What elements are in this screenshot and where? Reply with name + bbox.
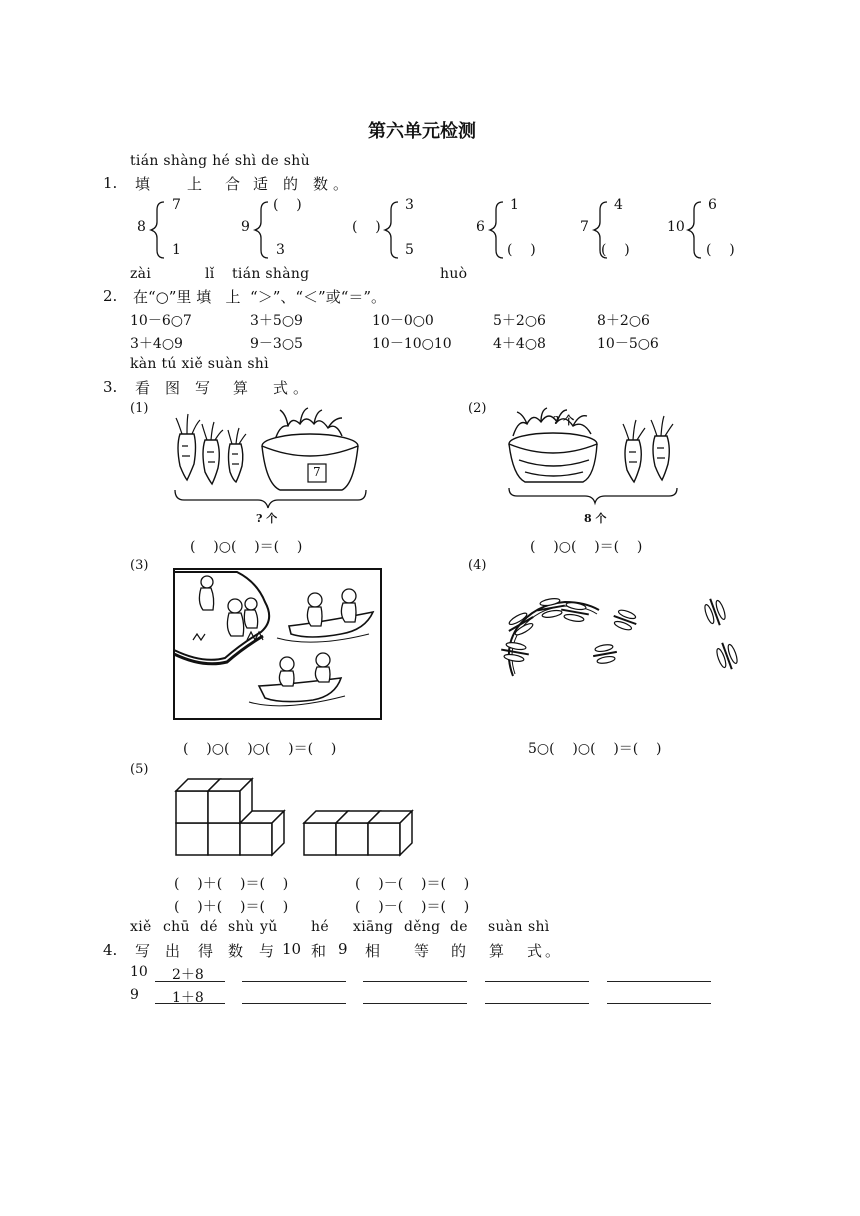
page-title: 第六单元检测 <box>368 121 476 142</box>
q2-pinyin-2: tián shàng <box>232 266 310 282</box>
q2-text: 在“○”里 填 上 “＞”、“＜”或“＝”。 <box>133 288 387 306</box>
q1-total-blank[interactable]: ( ) <box>352 219 381 235</box>
q2-compare[interactable]: 3＋5○9 <box>250 313 303 329</box>
q1-bottom-blank[interactable]: ( ) <box>706 242 735 258</box>
q1-top: 6 <box>708 197 717 213</box>
q1-text-6: 。 <box>333 175 349 193</box>
q4-text-7: 9 <box>338 940 348 958</box>
q4-text-6: 和 <box>311 942 327 960</box>
answer-line[interactable] <box>363 981 467 982</box>
q4-pinyin-2: dé <box>200 919 218 935</box>
answer-line[interactable] <box>242 981 346 982</box>
q4-pinyin-3: shù <box>228 919 255 935</box>
q1-bottom-blank[interactable]: ( ) <box>507 242 536 258</box>
q1-top: 7 <box>172 197 181 213</box>
q2-compare[interactable]: 9－3○5 <box>250 336 303 352</box>
q1-bottom: 5 <box>405 242 414 258</box>
q2-compare[interactable]: 3＋4○9 <box>130 336 183 352</box>
q3-p4-label: (4) <box>468 558 487 573</box>
q4-text-11: 算 <box>489 942 505 960</box>
q1-pinyin: tián shàng hé shì de shù <box>130 153 310 169</box>
q1-top-blank[interactable]: ( ) <box>273 197 302 213</box>
q3-p2-label: (2) <box>468 401 487 416</box>
basket-number: 7 <box>313 465 321 479</box>
q4-text-4: 与 <box>259 942 275 960</box>
q4-pinyin-5: hé <box>311 919 329 935</box>
q2-pinyin-3: huò <box>440 266 468 282</box>
q3-p1-equation[interactable]: ( )○( )＝( ) <box>190 539 303 555</box>
q4-text-9: 等 <box>414 942 430 960</box>
q3-number: 3. <box>103 378 118 396</box>
answer-line <box>155 981 225 982</box>
q1-top: 1 <box>510 197 519 213</box>
q4-text-10: 的 <box>451 942 467 960</box>
q3-text-4: 式 <box>273 379 289 397</box>
answer-line <box>155 1003 225 1004</box>
monkeys-boats-picture <box>173 568 383 720</box>
q1-total: 8 <box>137 219 146 235</box>
q1-total: 9 <box>241 219 250 235</box>
q3-text-5: 。 <box>293 379 309 397</box>
brace-icon <box>382 200 402 260</box>
q3-p5-equation-3[interactable]: ( )＋( )＝( ) <box>174 899 289 915</box>
q1-bottom: 3 <box>276 242 285 258</box>
q3-text-3: 算 <box>233 379 249 397</box>
q4-pinyin-7: děng <box>404 919 441 935</box>
q1-text-1: 上 <box>187 175 203 193</box>
q4-text-5: 10 <box>282 940 302 958</box>
q4-pinyin-8: de <box>450 919 468 935</box>
q4-text-1: 出 <box>165 942 181 960</box>
q4-pinyin-10: shì <box>528 919 550 935</box>
q1-text-5: 数 <box>313 175 329 193</box>
q4-row2-number: 9 <box>130 987 139 1003</box>
q4-pinyin-0: xiě <box>130 919 152 935</box>
brace-icon <box>148 200 168 260</box>
q3-text-1: 图 <box>165 379 181 397</box>
q3-p1-label: (1) <box>130 401 149 416</box>
q3-text-2: 写 <box>195 379 211 397</box>
q4-text-2: 得 <box>198 942 214 960</box>
q1-total: 7 <box>580 219 589 235</box>
q4-number: 4. <box>103 941 118 959</box>
q4-text-3: 数 <box>228 942 244 960</box>
answer-line[interactable] <box>607 981 711 982</box>
q3-p2-caption: 8 个 <box>584 512 607 525</box>
q1-text-4: 的 <box>283 175 299 193</box>
brace-icon <box>487 200 507 260</box>
q2-compare[interactable]: 5＋2○6 <box>493 313 546 329</box>
q4-pinyin-9: suàn <box>488 919 523 935</box>
q4-text-0: 写 <box>135 942 151 960</box>
q4-text-12: 式 <box>527 942 543 960</box>
q3-p2-equation[interactable]: ( )○( )＝( ) <box>530 539 643 555</box>
answer-line[interactable] <box>607 1003 711 1004</box>
answer-line[interactable] <box>485 981 589 982</box>
q3-p4-equation[interactable]: 5○( )○( )＝( ) <box>528 741 662 757</box>
answer-line[interactable] <box>485 1003 589 1004</box>
q4-row1-example: 2＋8 <box>172 967 204 983</box>
q4-pinyin-4: yǔ <box>260 919 278 935</box>
q3-p5-equation-4[interactable]: ( )－( )＝( ) <box>355 899 470 915</box>
q2-compare[interactable]: 10－6○7 <box>130 313 192 329</box>
q1-bottom: 1 <box>172 242 181 258</box>
brace-icon <box>685 200 705 260</box>
q4-row2-example: 1＋8 <box>172 990 204 1006</box>
q2-compare[interactable]: 4＋4○8 <box>493 336 546 352</box>
q1-total: 10 <box>667 219 685 235</box>
q3-p5-equation-1[interactable]: ( )＋( )＝( ) <box>174 876 289 892</box>
q3-p5-equation-2[interactable]: ( )－( )＝( ) <box>355 876 470 892</box>
q1-number: 1. <box>103 174 118 192</box>
q2-compare[interactable]: 10－10○10 <box>372 336 452 352</box>
q4-pinyin-1: chū <box>163 919 190 935</box>
carrots-basket-picture <box>170 406 370 526</box>
q3-pinyin: kàn tú xiě suàn shì <box>130 356 269 372</box>
q1-text-3: 适 <box>253 175 269 193</box>
q1-top: 4 <box>614 197 623 213</box>
q2-compare[interactable]: 8＋2○6 <box>597 313 650 329</box>
q2-pinyin-1: lǐ <box>205 266 215 282</box>
basket-carrots-picture <box>505 406 685 516</box>
brace-icon <box>252 200 272 260</box>
q4-text-13: 。 <box>545 942 561 960</box>
q3-p3-equation[interactable]: ( )○( )○( )＝( ) <box>183 741 337 757</box>
q2-compare[interactable]: 10－5○6 <box>597 336 659 352</box>
dragonflies-picture <box>495 590 755 690</box>
q3-p2-top-caption: ? 个 <box>553 414 575 427</box>
answer-line[interactable] <box>363 1003 467 1004</box>
q2-compare[interactable]: 10－0○0 <box>372 313 434 329</box>
q1-text-2: 合 <box>225 175 241 193</box>
q1-top: 3 <box>405 197 414 213</box>
q3-p1-caption: ? 个 <box>256 512 278 525</box>
q1-bottom-blank[interactable]: ( ) <box>601 242 630 258</box>
cubes-picture <box>172 777 422 859</box>
q1-total: 6 <box>476 219 485 235</box>
q2-pinyin-0: zài <box>130 266 152 282</box>
answer-line[interactable] <box>242 1003 346 1004</box>
q4-text-8: 相 <box>365 942 381 960</box>
q2-number: 2. <box>103 287 118 305</box>
q4-pinyin-6: xiāng <box>353 919 394 935</box>
q3-p5-label: (5) <box>130 762 149 777</box>
q4-row1-number: 10 <box>130 964 148 980</box>
q3-p3-label: (3) <box>130 558 149 573</box>
q1-text-0: 填 <box>135 175 151 193</box>
q3-text-0: 看 <box>135 379 151 397</box>
